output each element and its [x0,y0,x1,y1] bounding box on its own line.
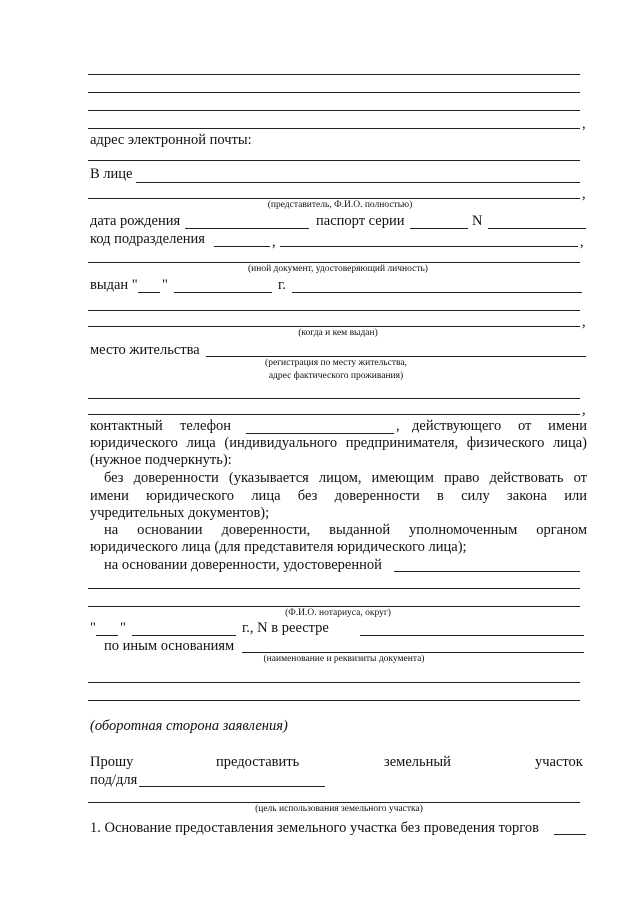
blank-line[interactable] [88,92,580,93]
comma: , [396,418,400,434]
representative-caption: (представитель, Ф.И.О. полностью) [267,200,413,210]
issued-by-field[interactable] [292,292,582,293]
poa-notary-label: на основании доверенности, удостоверенной [104,557,382,573]
quote-close: " [120,620,126,636]
poa-org-line-2: юридического лица (для представителя юридического лица); [90,539,467,555]
purpose-caption: (цель использования земельного участка) [255,804,423,814]
comma: , [580,234,584,250]
purpose-field[interactable] [139,786,325,787]
when-by-caption: (когда и кем выдан) [298,328,378,338]
issued-month-field[interactable] [174,292,272,293]
other-document-caption: (иной документ, удостоверяющий личность) [248,264,428,274]
notary-caption: (Ф.И.О. нотариуса, округ) [285,608,391,618]
representative-field[interactable] [136,182,580,183]
registry-label: г., N в реестре [242,620,329,636]
residence-caption-1: (регистрация по месту жительства, [265,358,407,368]
basis-field[interactable] [554,834,586,835]
registry-day-field[interactable] [96,635,118,636]
birth-date-field[interactable] [185,228,309,229]
comma: , [272,234,276,250]
other-grounds-caption: (наименование и реквизиты документа) [263,654,425,664]
other-grounds-field[interactable] [242,652,584,653]
issued-label: выдан " [90,277,138,293]
request-word-1: Прошу [90,754,134,770]
notary-field-cont[interactable] [88,588,580,589]
blank-line[interactable] [88,128,580,129]
comma: , [582,402,586,418]
blank-line[interactable] [88,74,580,75]
request-word-3: земельный [384,754,451,770]
division-code-extra-field[interactable] [280,246,578,247]
passport-series-label: паспорт серии [316,213,405,229]
acting-line-2: юридического лица (индивидуального предпринимателя, физического лица) [90,435,587,451]
no-poa-line-2: имени юридического лица без доверенности в силу закона или [90,488,587,504]
purpose-field-cont[interactable] [88,802,580,803]
quote-open: " [90,620,96,636]
request-word-2: предоставить [216,754,300,770]
notary-field[interactable] [394,571,580,572]
email-field[interactable] [88,160,580,161]
phone-label-1: контактный [90,418,163,434]
poa-org-line-1: на основании доверенности, выданной уполномоченным органом [104,522,587,538]
residence-field-cont[interactable] [88,414,580,415]
no-poa-line-1: без доверенности (указывается лицом, имеющим право действовать от [104,470,587,486]
division-code-field[interactable] [214,246,270,247]
acting-line-3: (нужное подчеркнуть): [90,452,232,468]
quote-close: " [162,277,168,293]
issued-by-field-cont[interactable] [88,326,580,327]
residence-label: место жительства [90,342,200,358]
passport-number-field[interactable] [488,228,586,229]
other-grounds-label: по иным основаниям [104,638,235,654]
notary-field-cont[interactable] [88,606,580,607]
other-grounds-field-cont[interactable] [88,700,580,701]
division-code-label: код подразделения [90,231,205,247]
representative-field-cont[interactable] [88,198,580,199]
comma: , [582,186,586,202]
phone-after: действующего от имени [412,418,587,434]
issued-day-field[interactable] [138,292,160,293]
issued-by-field-cont[interactable] [88,310,580,311]
comma: , [582,116,586,132]
comma: , [582,314,586,330]
phone-label-2: телефон [180,418,232,434]
residence-caption-2: адрес фактического проживания) [268,371,404,381]
birth-date-label: дата рождения [90,213,181,229]
residence-field-cont[interactable] [88,398,580,399]
residence-field[interactable] [206,356,586,357]
year-abbr: г. [278,277,286,293]
registry-number-field[interactable] [360,635,584,636]
basis-text: 1. Основание предоставления земельного участка без проведения торгов [90,820,539,836]
registry-month-field[interactable] [132,635,236,636]
passport-number-sign: N [472,213,483,229]
in-person-label: В лице [90,166,133,182]
email-label: адрес электронной почты: [90,132,252,148]
purpose-label: под/для [90,772,138,788]
passport-series-field[interactable] [410,228,468,229]
request-word-4: участок [535,754,583,770]
reverse-side-note: (оборотная сторона заявления) [90,718,288,734]
no-poa-line-3: учредительных документов); [90,505,270,521]
other-document-field[interactable] [88,262,580,263]
blank-line[interactable] [88,110,580,111]
phone-field[interactable] [246,433,394,434]
other-grounds-field-cont[interactable] [88,682,580,683]
